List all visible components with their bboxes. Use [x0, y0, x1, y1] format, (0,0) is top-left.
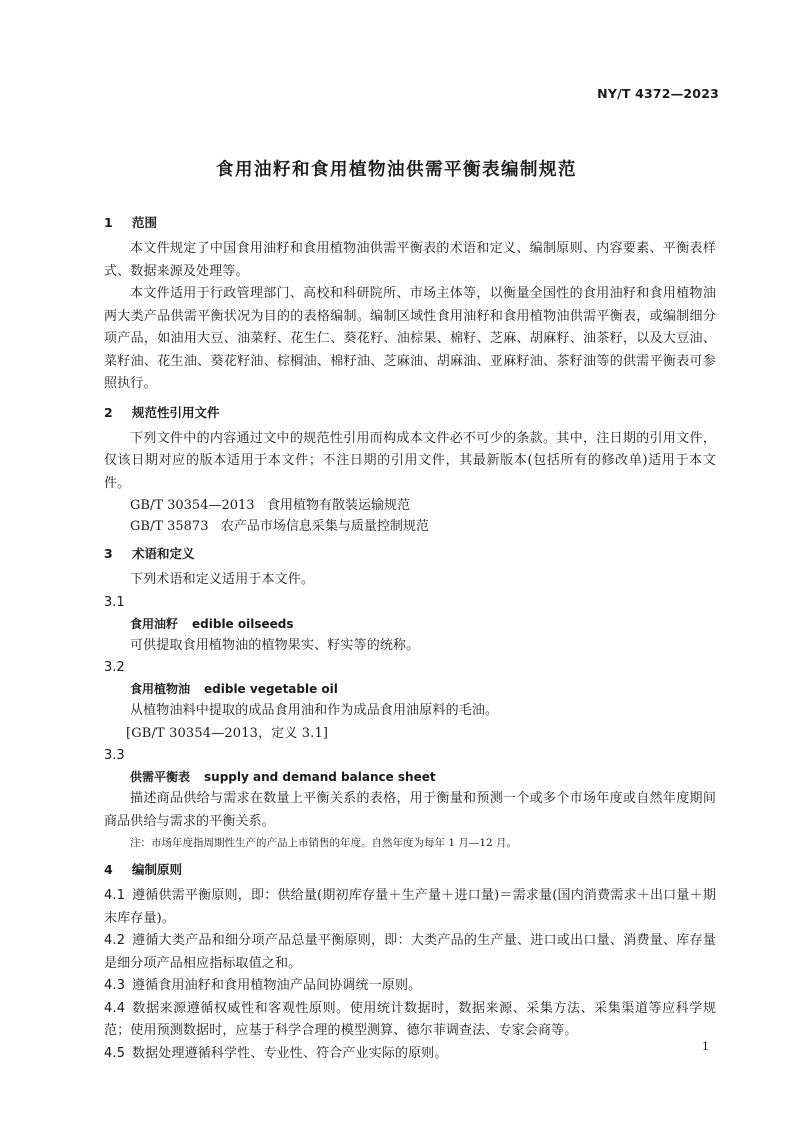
section-number: 1: [104, 215, 113, 230]
term-definition: 从植物油料中提取的成品食用油和作为成品食用油原料的毛油。: [130, 703, 499, 718]
section-heading-normative-references: [104, 405, 716, 421]
section-title: 规范性引用文件: [132, 404, 220, 420]
clause-number: 4.2: [104, 933, 126, 948]
section-heading-principles: [104, 862, 716, 878]
term-cn: 食用植物油: [130, 682, 191, 696]
term-number: 3.2: [104, 660, 125, 675]
term-en: supply and demand balance sheet: [204, 770, 436, 784]
clause-text: 数据处理遵循科学性、专业性、符合产业实际的原则。: [132, 1045, 448, 1061]
standard-code: NY/T 4372—2023: [597, 86, 719, 101]
section-number: 3: [104, 546, 113, 561]
paragraph: 下列文件中的内容通过文中的规范性引用而构成本文件必不可少的条款。其中，注日期的引用文件，仅该日期对应的版本适用于本文件；不注日期的引用文件，其最新版本(包括所有的修改单)适用于本文件。: [104, 430, 716, 491]
term-number: 3.1: [104, 594, 125, 610]
reference-code: GB/T 30354—2013: [130, 498, 255, 513]
reference-code: GB/T 35873: [130, 519, 209, 534]
clause-text: 遵循食用油籽和食用植物油产品间协调统一原则。: [132, 978, 422, 993]
term-definition: 描述商品供给与需求在数量上平衡关系的表格，用于衡量和预测一个或多个市场年度或自然年度期间商品供给与需求的平衡关系。: [104, 791, 716, 829]
section-number: 4: [104, 862, 113, 877]
document-body: [104, 215, 716, 1065]
section-number: 2: [104, 404, 113, 420]
term-en: edible vegetable oil: [204, 682, 338, 696]
clause-text: 数据来源遵循权威性和客观性原则。使用统计数据时，数据来源、采集方法、采集渠道等应科学规范；使用预测数据时，应基于科学合理的模型测算、德尔菲调查法、专家会商等。: [104, 1000, 716, 1038]
document-title: 食用油籽和食用植物油供需平衡表编制规范: [216, 160, 577, 180]
section-heading-terms: [104, 546, 716, 562]
reference-title: 食用植物有散装运输规范: [266, 498, 410, 513]
term-source: [GB/T 30354—2013，定义 3.1]: [126, 725, 329, 741]
term-number: 3.3: [104, 748, 125, 763]
clause-text: 遵循供需平衡原则，即：供给量(期初库存量＋生产量＋进口量)＝需求量(国内消费需求＋出口量＋期末库存量)。: [104, 888, 716, 926]
clause: [104, 930, 716, 975]
reference-item: [104, 516, 716, 537]
clause-number: 4.5: [104, 1045, 126, 1061]
reference-title: 农产品市场信息采集与质量控制规范: [220, 519, 429, 534]
section-title: 术语和定义: [132, 546, 195, 561]
clause: [104, 975, 716, 998]
paragraph: 本文件规定了中国食用油籽和食用植物油供需平衡表的术语和定义、编制原则、内容要素、平衡表样式、数据来源及处理等。: [104, 241, 716, 279]
term-definition: 可供提取食用植物油的植物果实、籽实等的统称。: [130, 637, 420, 653]
term-en: edible oilseeds: [192, 616, 294, 631]
term-name: [104, 678, 716, 700]
clause: [104, 885, 716, 930]
clause-number: 4.4: [104, 1000, 126, 1016]
term-cn: 供需平衡表: [130, 770, 191, 784]
reference-item: [104, 495, 716, 516]
clause: [104, 998, 716, 1043]
term-note: 注：市场年度指周期性生产的产品上市销售的年度。自然年度为每年 1 月—12 月。: [130, 837, 518, 849]
term-name: [104, 766, 716, 788]
paragraph: 本文件适用于行政管理部门、高校和科研院所、市场主体等，以衡量全国性的食用油籽和食用植物油两大类产品供需平衡状况为目的的表格编制。编制区域性食用油籽和食用植物油供需平衡表，或编制细分项产品，如油用大豆、油菜籽、花生仁、葵花籽、油棕果、棉籽、芝麻、胡麻籽、油茶籽，以及大豆油、菜籽油、花生油、葵花籽油、棕榈油、棉籽油、芝麻油、胡麻油、亚麻籽油、茶籽油等的供需平衡表可参照执行。: [104, 286, 716, 391]
section-title: 范围: [132, 215, 158, 230]
clause-number: 4.3: [104, 978, 126, 993]
term-cn: 食用油籽: [130, 616, 179, 631]
section-heading-scope: [104, 215, 716, 231]
page-number: 1: [702, 1040, 709, 1053]
clause: [104, 1043, 716, 1066]
term-name: [104, 613, 716, 635]
section-title: 编制原则: [132, 862, 183, 877]
clause-text: 遵循大类产品和细分项产品总量平衡原则，即：大类产品的生产量、进口或出口量、消费量、库存量是细分项产品相应指标取值之和。: [104, 933, 716, 971]
paragraph: 下列术语和定义适用于本文件。: [130, 572, 315, 587]
clause-number: 4.1: [104, 888, 126, 903]
